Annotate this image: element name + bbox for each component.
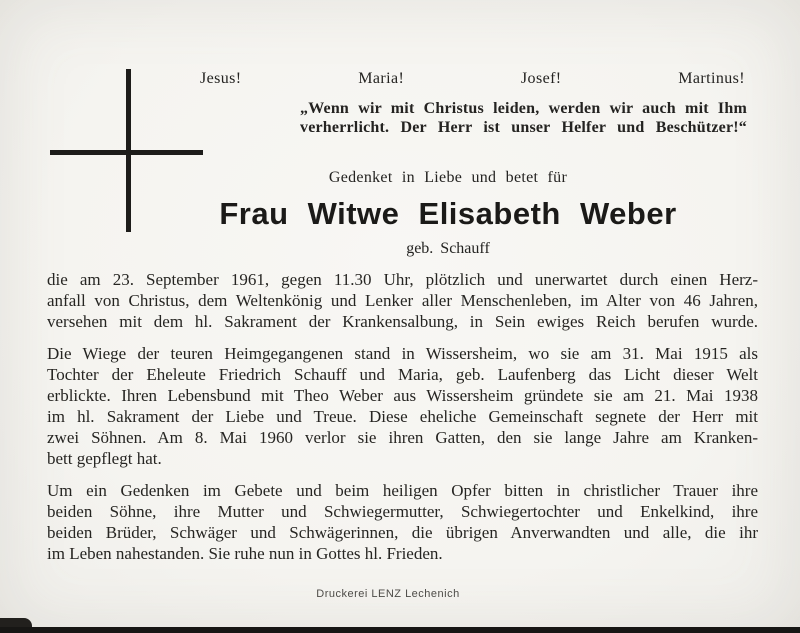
paragraph-line: Tochter der Eheleute Friedrich Schauff und Maria, geb. Laufenberg das Licht dieser Welt [47,365,758,384]
paragraph-line: im Leben nahestanden. Sie ruhe nun in Gottes hl. Frieden. [47,544,443,563]
paragraph-line: Die Wiege der teuren Heimgegangenen stand in Wissersheim, wo sie am 31. Mai 1915 als [47,344,758,363]
paragraph-line: beiden Söhne, ihre Mutter und Schwiegermutter, Schwiegertochter und Enkelkind, ihre [47,502,758,521]
paragraph-line: bett gepflegt hat. [47,449,162,468]
quote-line: „Wenn wir mit Christus leiden, werden wir auch mit Ihm [300,100,747,117]
invocation-row [200,70,745,88]
heading-block [152,169,744,258]
invocation-josef: Josef! [520,70,562,87]
cross-horizontal-bar [50,150,203,155]
paragraph-line: die am 23. September 1961, gegen 11.30 Uhr, plötzlich und unerwartet durch einen Herz- [47,270,758,289]
paragraph [47,269,758,332]
deceased-name: Frau Witwe Elisabeth Weber [219,196,677,231]
printer-credit: Druckerei LENZ Lechenich [316,588,460,600]
paragraph-line: versehen mit dem hl. Sakrament der Krankensalbung, in Sein ewiges Reich berufen wurde. [47,312,758,331]
paragraph-line: im hl. Sakrament der Liebe und Treue. Diese eheliche Gemeinschaft segnete der Herr mit [47,407,758,426]
invocation-maria: Maria! [358,70,405,87]
intro-line: Gedenket in Liebe und betet für [328,169,568,186]
invocation-jesus: Jesus! [200,70,242,87]
obituary-text [47,269,758,575]
paragraph-line: Um ein Gedenken im Gebete und beim heiligen Opfer bitten in christlicher Trauer ihre [47,481,758,500]
paragraph-line: anfall von Christus, dem Weltenkönig und Lenker aller Menschenleben, im Alter von 46 Jahren, [47,291,758,310]
paragraph-line: erblickte. Ihren Lebensbund mit Theo Weber aus Wissersheim gründete sie am 21. Mai 1938 [47,386,758,405]
scripture-quote [300,99,747,137]
paragraph [47,343,758,469]
paragraph-line: zwei Söhnen. Am 8. Mai 1960 verlor sie ihren Gatten, den sie lange Jahre am Kranken- [47,428,758,447]
paragraph-line: beiden Brüder, Schwäger und Schwägerinnen, die übrigen Anverwandten und alle, die ihr [47,523,758,542]
quote-line: verherrlicht. Der Herr ist unser Helfer und Beschützer!“ [300,119,747,136]
maiden-name: geb. Schauff [406,240,490,257]
paragraph [47,480,758,564]
scan-edge [0,627,800,633]
invocation-martinus: Martinus! [678,70,745,87]
